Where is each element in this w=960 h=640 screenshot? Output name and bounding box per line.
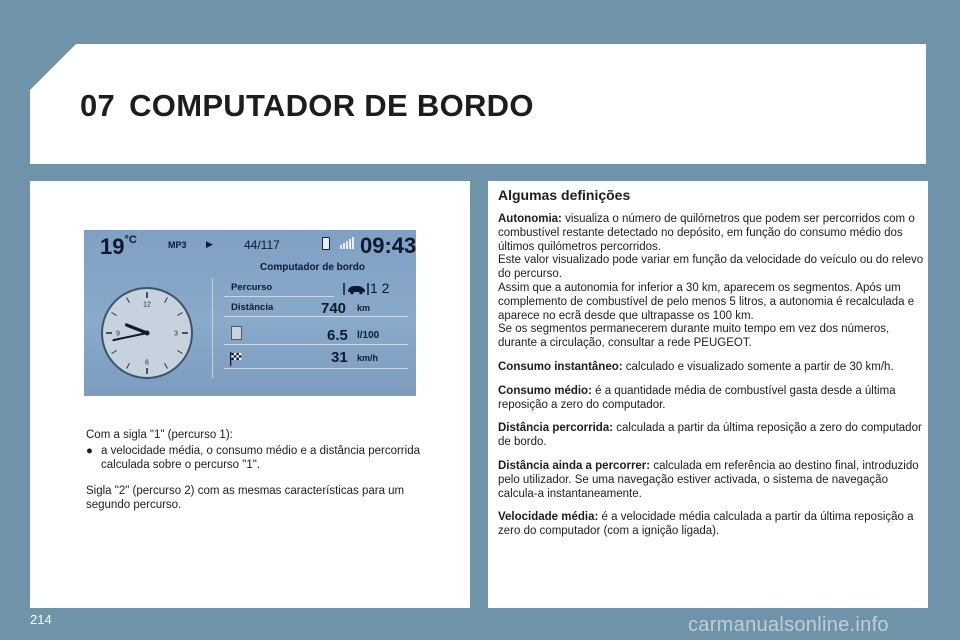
definition-term: Consumo instantâneo: [498,360,623,373]
clock-numeral: 3 [174,330,178,338]
play-icon: ▶ [206,239,213,249]
definition-extra: Se os segmentos permanecerem durante muito tempo em vez dos números, durante a circulação, consultar a rede PEUGEOT. [498,323,890,350]
track-counter: 44/117 [244,238,280,252]
clock-pivot [145,331,150,336]
distance-label: Distância [231,302,274,313]
clock-readout: 09:43 [360,233,416,258]
definition-term: Autonomia: [498,213,562,225]
clock-numeral: 9 [116,330,120,338]
row-line [224,316,408,317]
definition-extra: Este valor visualizado pode variar em função da velocidade do veículo ou do relevo do percurso. [498,254,924,281]
consumption-value: 6.5 [327,327,348,344]
definition-text: calculada a partir da última reposição a zero do computador de bordo. [498,422,922,449]
trip2-text: Sigla "2" (percurso 2) com as mesmas características para um segundo percurso. [86,485,405,511]
definition-text: é a quantidade média de combustível gasta desde a última reposição a zero do computador. [498,384,896,411]
audio-source: MP3 [168,240,187,250]
definition-item [498,460,924,501]
range-unit: km [357,303,371,313]
signal-icon [340,237,354,249]
temperature-readout: $19^{^\circ C}$ [100,234,137,259]
fuel-pump-icon [231,326,242,340]
clock-numeral: 6 [145,359,149,367]
row-line [224,344,408,345]
definition-text: calculada em referência ao destino final, introduzido pelo utilizador. Se uma navegação estiver activada, o sistema de navegação calcula-a instantaneamente. [498,459,919,500]
trip1-intro: Com a sigla "1" (percurso 1): [86,429,233,441]
trip-selector: 1 2 [370,280,390,296]
watermark: carmanualsonline.info [688,614,889,636]
definition-extra: Assim que a autonomia for inferior a 30 km, aparecem os segmentos. Após um complemento de combustível de pelo menos 5 litros, a autonomia é recalculada e aparece no ecrã desde que ultrapasse os 100 km. [498,281,915,322]
speed-unit: km/h [357,353,379,363]
trip-computer-screen [84,230,416,396]
screen-divider [212,278,213,378]
checkered-flag-icon [230,352,242,366]
page-number: 214 [30,612,52,627]
definition-item [498,422,924,450]
chapter-name: COMPUTADOR DE BORDO [129,88,534,123]
definition-term: Distância ainda a percorrer: [498,459,651,472]
definition-term: Distância percorrida: [498,422,614,435]
definitions-title: Algumas definições [498,187,631,203]
definition-term: Velocidade média: [498,511,599,524]
chapter-number: 07 [80,88,116,123]
definition-item [498,511,924,539]
route-label: Percurso [231,282,273,293]
range-value: 740 [321,300,347,317]
definition-text: calculado e visualizado somente a partir de 30 km/h. [622,360,894,373]
definition-text: visualiza o número de quilómetros que podem ser percorridos com o combustível restante detectado no depósito, em função do consumo médio dos últimos quilómetros percorridos. [498,213,915,253]
consumption-unit: l/100 [357,330,380,341]
left-text [86,428,426,524]
bullet-item [86,444,426,472]
computer-panel-title: Computador de bordo [260,262,365,273]
chapter-title [80,88,534,124]
definition-item [498,361,924,375]
bullet-text: a velocidade média, o consumo médio e a distância percorrida calculada sobre o percurso "1". [101,445,420,471]
definitions-section [498,187,924,549]
analog-clock-icon [98,284,196,382]
row-line [224,368,408,369]
definition-term: Consumo médio: [498,384,592,397]
speed-value: 31 [331,349,348,366]
definition-text: é a velocidade média calculada a partir da última reposição a zero do computador (com a ignição ligada). [498,511,914,538]
definition-item [498,385,924,413]
phone-icon [322,237,330,250]
bullet-icon: ● [86,445,93,457]
definition-item [498,213,924,351]
row-line [224,296,334,297]
clock-numeral: 12 [143,301,151,309]
car-icon [342,282,370,296]
